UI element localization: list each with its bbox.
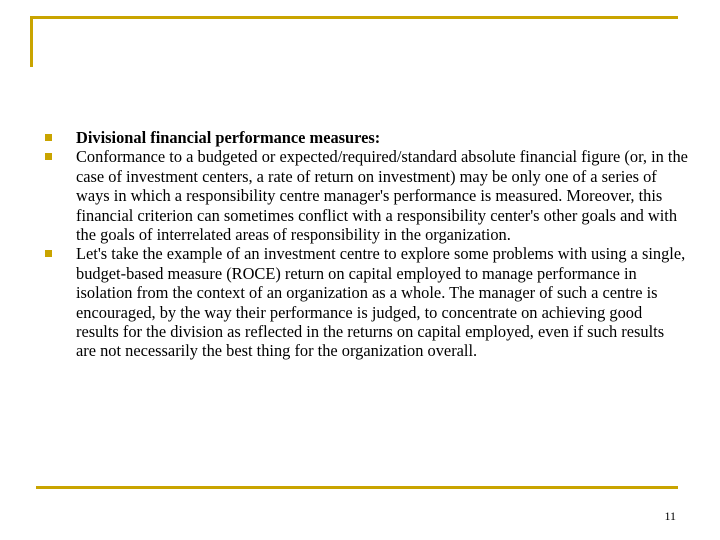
- decorative-left-rule: [30, 16, 33, 67]
- bullet-heading: Divisional financial performance measures:: [76, 128, 381, 147]
- decorative-bottom-rule: [36, 486, 678, 489]
- decorative-top-rule: [30, 16, 678, 19]
- square-bullet-icon: [40, 244, 76, 263]
- bullet-list: [40, 128, 688, 361]
- square-bullet-icon: [40, 147, 76, 166]
- bullet-text: Let's take the example of an investment centre to explore some problems with using a single, budget-based measure (ROCE) return on capital employed to manage performance in isolation from the context of an organization as a whole. The manager of such a centre is encouraged, by the way their performance is judged, to concentrate on achieving good results for the division as reflected in the returns on capital employed, even if such results are not necessarily the best thing for the organization overall.: [76, 244, 686, 361]
- bullet-text: Conformance to a budgeted or expected/required/standard absolute financial figure (or, in the case of investment centers, a rate of return on investment) may be only one of a series of ways in which a responsibility centre manager's performance is measured. Moreover, this financial criterion can sometimes conflict with a responsibility center's other goals and with the goals of interrelated areas of responsibility in the organization.: [76, 147, 688, 245]
- square-bullet-icon: [40, 128, 76, 147]
- bullet-item: [40, 128, 688, 147]
- bullet-item: [40, 244, 688, 360]
- bullet-item: [40, 147, 688, 244]
- page-number: 11: [664, 509, 676, 523]
